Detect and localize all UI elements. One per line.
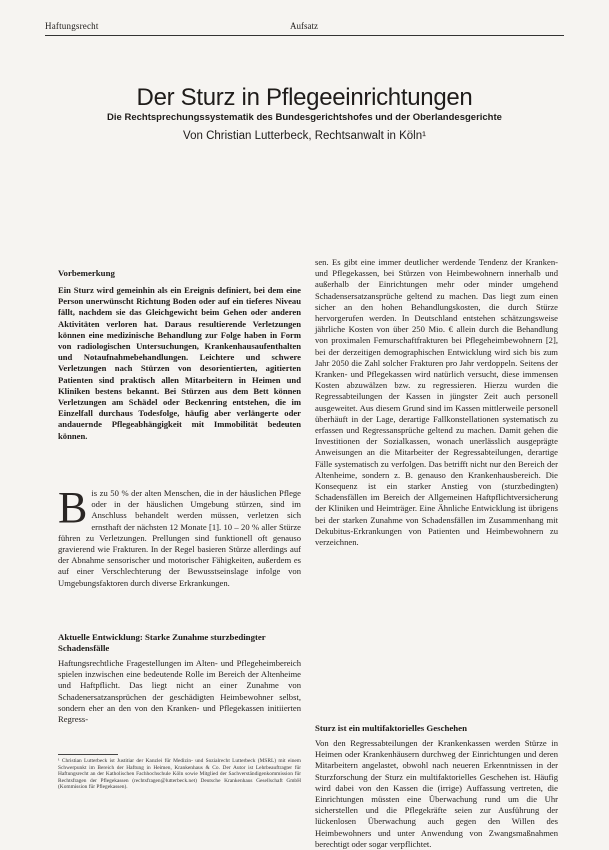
header-rule bbox=[45, 35, 564, 36]
intro-text: Ein Sturz wird gemeinhin als ein Ereignis definiert, bei dem eine Person unerwünscht Richtung Boden oder auf ein tieferes Niveau fällt, nachdem sie das Gleichgewicht beim Gehen oder anderen Aktivitäten verloren hat. Daraus resultierende Verletzungen können eine medizinische Behandlung zur Folge haben in Form von radiologischen Untersuchungen, Krankenhausaufenthalten und Notaufnahmebehandlungen. Leichtere und schwere Verletzungen nach Stürzen von desorientierten, agitierten Patienten sind praktisch allen Mitarbeitern in Heimen und Kliniken bestens bekannt. Bei Stürzen aus dem Bett können Verletzungen am Schädel oder Beckenring entstehen, die im Einzelfall durchaus Todesfolge, häufig aber verlängerte oder andauernde Pflegeabhängigkeit mit Immobilität bedeuten können. bbox=[58, 285, 301, 441]
body-paragraph-right-1 bbox=[315, 257, 558, 717]
body-paragraph-left-2 bbox=[58, 658, 301, 750]
section-heading-left: Aktuelle Entwicklung: Starke Zunahme sturzbedingter Schadensfälle bbox=[58, 632, 266, 653]
intro-box bbox=[58, 268, 301, 442]
body-text-left-1: is zu 50 % der alten Menschen, die in der häuslichen Pflege oder in der häuslichen Umgebung stürzen, sind im Anschluss behandelt werden müssen, verletzen sich ernsthaft der nächsten 12 Monate [1]. 10 – 20 % aller Stürze führen zu Verletzungen. Prellungen sind funktionell oft genauso gravierend wie Frakturen. In der Regel basieren Stürze allerdings auf der Abnahme sensorischer und motorischer Fähigkeiten, außerdem es auf einer Verschlechterung der Bewusstseinslage infolge von Umgebungsfaktoren durch diverse Erkrankungen. bbox=[58, 488, 301, 588]
body-text-right-1: sen. Es gibt eine immer deutlicher werdende Tendenz der Kranken- und Pflegekassen, bei Stürzen von Heimbewohnern innerhalb und außerhalb der Einrichtungen mehr oder minder umgehend Schadensersatzansprüche geltend zu machen. Das liegt zum einen sicher an den hohen Behandlungskosten, die durch Stürze hervorgerufen werden. In Deutschland entstehen schätzungsweise jährliche Kosten von über 250 Mio. € allein durch die Behandlung von proximalen Femurschaftfrakturen bei Pflegeheimbewohnern [2], bei der derzeitigen demographischen Entwicklung wird sich bis zum Jahr 2050 die Zahl solcher Frakturen pro Jahr verdoppeln. Seitens der Kranken- und Pflegekassen wird natürlich versucht, diese immensen Kosten abzuwälzen bzw. zu regressieren. Hierzu wurden die Regressabteilungen der Kassen in jüngster Zeit auch personell ausgeweitet. Aus diesem Grund sind im Kassen mittlerweile personell überhäuft in der Lage, derartige Fallkonstellationen systematisch zu erfassen und Regressansprüche geltend zu machen. Damit gehen die Investitionen der Sozialkassen, wonach unerlässlich ausgeprägte Anweisungen an die Mitarbeiter der Regressabteilungen, derartige Fälle systematisch zu verfolgen. Das betrifft nicht nur den Bereich der Altenheime, sondern z. B. genauso den Krankenhausbereich. Die Konsequenz ist ein starker Anstieg von (sturzbedingten) Schadensfällen im Bereich der Allgemeinen Haftpflichtversicherung der Kliniken und Heimträger. Eine Ähnliche Entwicklung ist übrigens bei der starken Zunahme von Schadensfällen im Zusammenhang mit Dekubitus-Erkrankungen von Patienten und Heimbewohnern zu verzeichnen. bbox=[315, 257, 558, 548]
section-label: Haftungsrecht bbox=[45, 21, 99, 31]
section-heading-right: Sturz ist ein multifaktorielles Geschehen bbox=[315, 723, 467, 733]
article-subtitle: Die Rechtsprechungssystematik des Bundesgerichtshofes und der Oberlandesgerichte bbox=[107, 112, 502, 123]
footnote: ¹ Christian Lutterbeck ist Justitiar der Kanzlei für Medizin- und Sozialrecht Lutterbeck (MSRL) mit einem Schwerpunkt im Bereich der Haftung in Heimen, Krankenhaus & Co. Der Autor ist Lehrbeauftragter für Haftungsrecht an der Katholischen Fachhochschule Köln sowie Mitglied der Sachverständigenkommission für Rechtsfragen der Pflegekassen (rechtsfragen@lutterbeck.net) Deutsche Krankenhaus Gesellschaft GmbH (Kommission für Pflegekassen). bbox=[58, 758, 301, 791]
body-text-right-2: Von den Regressabteilungen der Krankenkassen werden Stürze in Heimen oder Krankenhäusern durchweg der Einrichtungen und deren Mitarbeitern angelastet, obwohl nach neueren Erkenntnissen in der Sturzforschung der Sturz ein multifaktorielles Geschehen ist. Häufig wird dabei von den Kassen die (irrige) Auffassung vertreten, die Einrichtungen müssten eine Überwachung rund um die Uhr sicherstellen und die Pflegekräfte seien zur Ausführung der lückenlosen Überwachung auch gegen den Willen des Heimbewohners und unter Anwendung von Zwangsmaßnahmen berechtigt oder sogar verpflichtet. bbox=[315, 738, 558, 849]
article-type-label: Aufsatz bbox=[290, 21, 318, 31]
intro-heading: Vorbemerkung bbox=[58, 268, 115, 278]
author-line: Von Christian Lutterbeck, Rechtsanwalt in Köln¹ bbox=[183, 130, 426, 142]
footnote-rule bbox=[58, 754, 118, 755]
drop-cap: B bbox=[58, 483, 88, 532]
body-text-left-2: Haftungsrechtliche Fragestellungen im Alten- und Pflegeheimbereich spielen inzwischen eine bedeutende Rolle im Bereich der Altenheime und Haftpflicht. Das liegt nicht an einer Zunahme von Schadenersatzansprüchen der geschädigten Heimbewohner selbst, sondern eher an den von den Kranken- und Pflegekassen initiierten Regress- bbox=[58, 658, 301, 725]
body-paragraph-left-1 bbox=[58, 483, 301, 618]
article-title: Der Sturz in Pflegeeinrichtungen bbox=[136, 84, 473, 112]
